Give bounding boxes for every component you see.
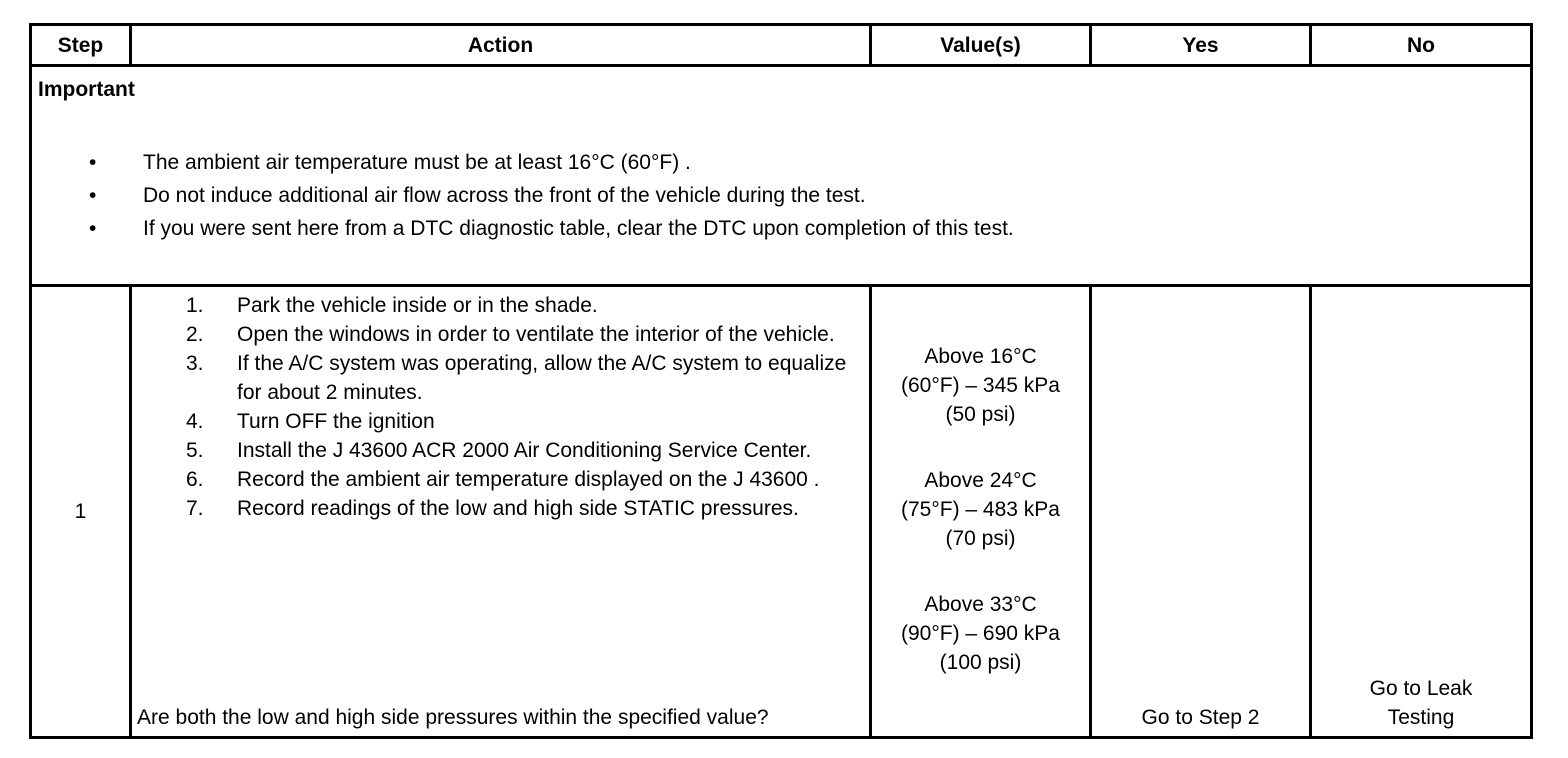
action-step: 7. Record readings of the low and high side STATIC pressures.: [186, 497, 799, 520]
important-row: [31, 66, 1532, 286]
header-no: No: [1311, 25, 1532, 66]
action-step: 6. Record the ambient air temperature displayed on the J 43600 .: [186, 468, 820, 491]
bullet-text: The ambient air temperature must be at least 16°C (60°F) .: [143, 151, 691, 174]
diagnostic-table: [29, 23, 1533, 739]
values-cell: [871, 286, 1091, 738]
action-step: 3. If the A/C system was operating, allow the A/C system to equalize for about 2 minutes.: [186, 352, 847, 404]
bullet-dot-icon: •: [89, 184, 97, 207]
header-values: Value(s): [871, 25, 1091, 66]
yes-cell: [1091, 286, 1311, 738]
action-step: 2. Open the windows in order to ventilate the interior of the vehicle.: [186, 323, 835, 346]
step-row: [31, 286, 1532, 738]
header-row: [31, 25, 1532, 66]
value-block: Above 24°C (75°F) – 483 kPa (70 psi): [901, 469, 1060, 550]
header-yes: Yes: [1091, 25, 1311, 66]
bullet-text: If you were sent here from a DTC diagnostic table, clear the DTC upon completion of this test.: [143, 217, 1014, 240]
action-step: 5. Install the J 43600 ACR 2000 Air Conditioning Service Center.: [186, 439, 812, 462]
header-action: Action: [131, 25, 871, 66]
step-number: 1: [31, 286, 131, 738]
important-title: Important: [38, 78, 135, 101]
no-result-line1: Go to Leak: [1369, 677, 1473, 700]
important-list: [38, 148, 1524, 247]
action-steps: [132, 291, 869, 523]
bullet-dot-icon: •: [89, 217, 97, 240]
value-block: Above 33°C (90°F) – 690 kPa (100 psi): [901, 593, 1060, 674]
important-cell: [31, 66, 1532, 286]
important-bullet: [38, 181, 1524, 214]
important-bullet: [38, 148, 1524, 181]
bullet-dot-icon: •: [89, 151, 97, 174]
action-step: 1. Park the vehicle inside or in the shade.: [186, 294, 598, 317]
action-question: Are both the low and high side pressures within the specified value?: [137, 706, 769, 729]
action-step: 4. Turn OFF the ignition: [186, 410, 435, 433]
no-result-line2: Testing: [1387, 706, 1455, 729]
important-bullet: [38, 214, 1524, 247]
yes-result: Go to Step 2: [1141, 706, 1260, 729]
bullet-text: Do not induce additional air flow across the front of the vehicle during the test.: [143, 184, 866, 207]
no-cell: [1311, 286, 1532, 738]
value-block: Above 16°C (60°F) – 345 kPa (50 psi): [901, 345, 1060, 426]
header-step: Step: [31, 25, 131, 66]
action-cell: [131, 286, 871, 738]
